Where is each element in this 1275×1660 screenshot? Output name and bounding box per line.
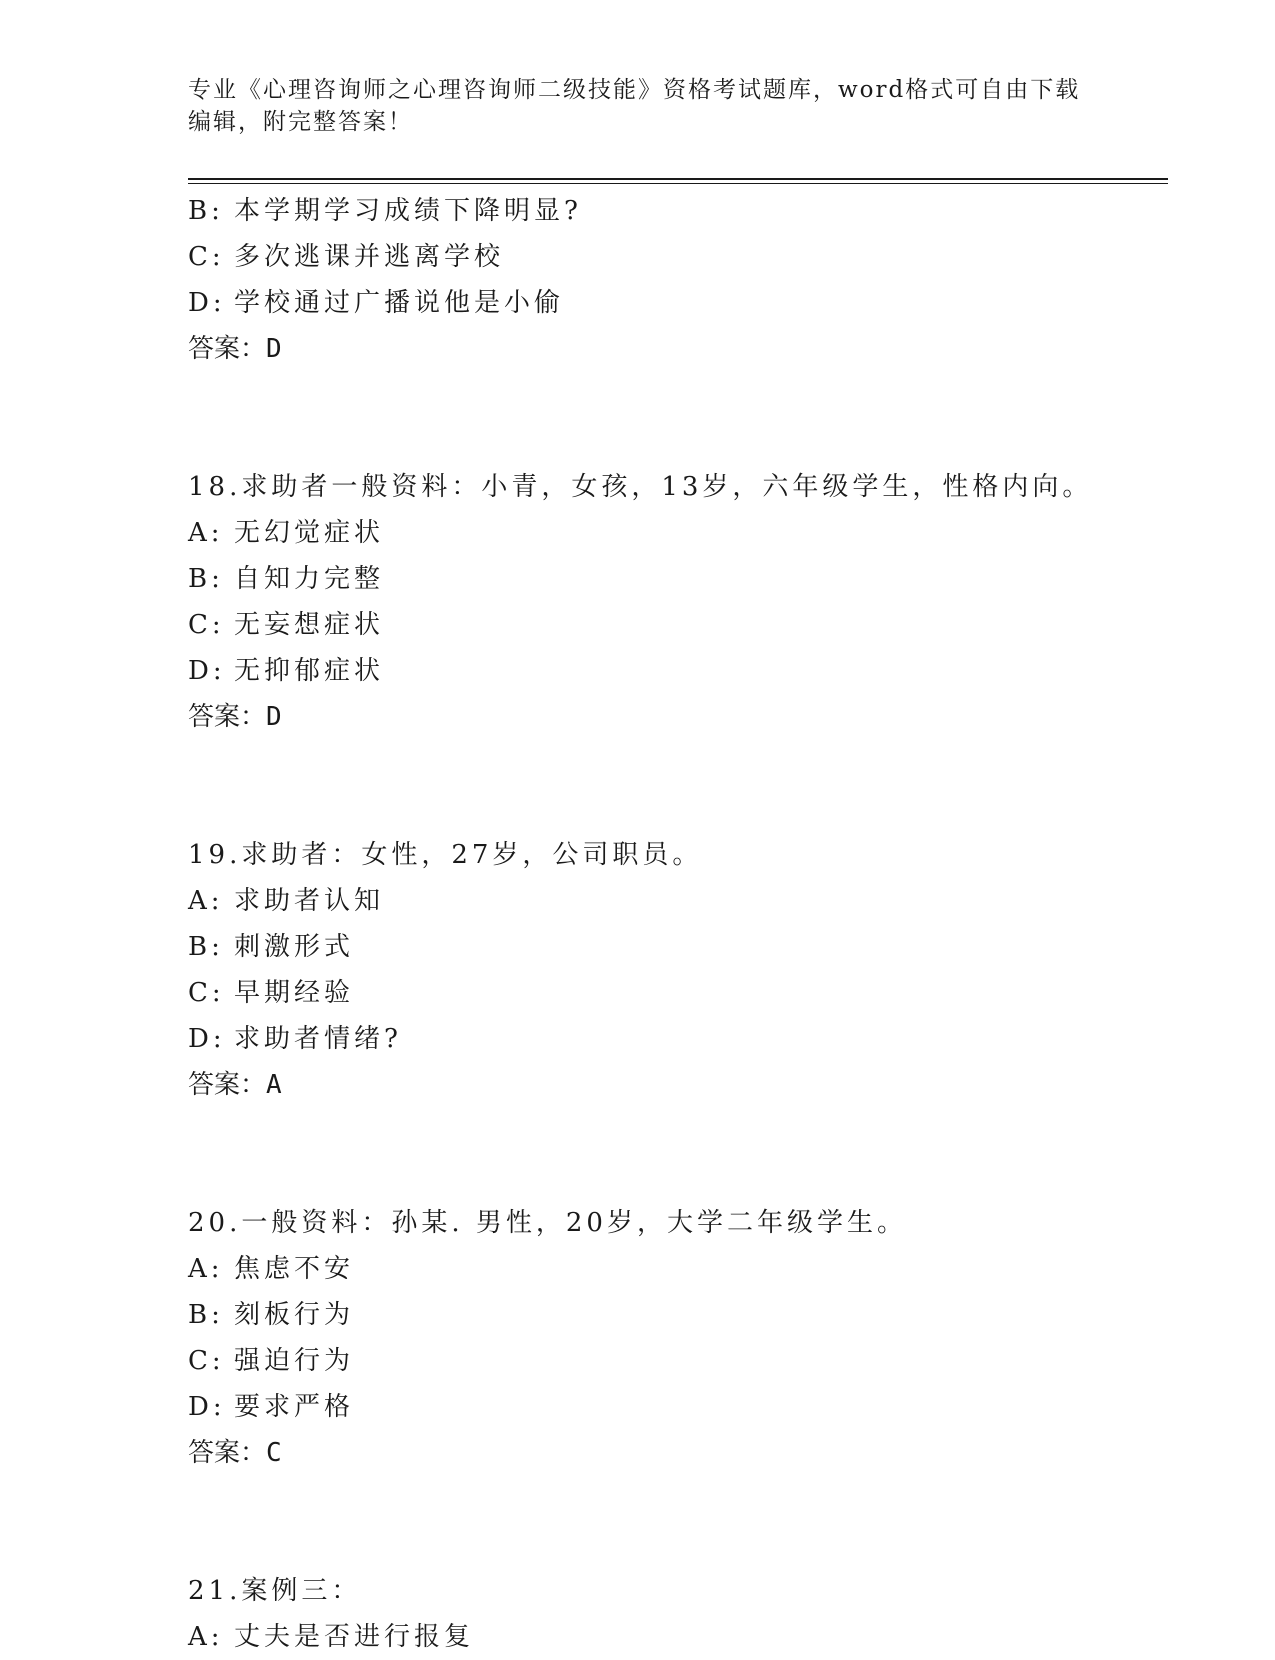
- option-text: 本学期学习成绩下降明显?: [234, 196, 582, 226]
- spacer: [188, 372, 1168, 464]
- question-20: [188, 1200, 1168, 1476]
- option-label: B:: [188, 196, 224, 226]
- option-text: 无妄想症状: [234, 610, 385, 640]
- option-a: [188, 1246, 1168, 1292]
- option-label: D:: [188, 656, 226, 686]
- option-label: C:: [188, 242, 225, 272]
- question-list: [188, 188, 1168, 1660]
- option-c: [188, 1338, 1168, 1384]
- option-d: [188, 648, 1168, 694]
- question-text: 21.案例三：: [188, 1576, 362, 1606]
- option-c: [188, 970, 1168, 1016]
- option-c: [188, 602, 1168, 648]
- question-17: [188, 188, 1168, 372]
- option-a: [188, 1614, 1168, 1660]
- option-b: [188, 556, 1168, 602]
- spacer: [188, 740, 1168, 832]
- option-b: [188, 188, 1168, 234]
- header-line-2: 编辑，附完整答案！: [188, 109, 413, 135]
- option-d: [188, 1016, 1168, 1062]
- option-text: 学校通过广播说他是小偷: [234, 288, 565, 318]
- option-label: B:: [188, 932, 224, 962]
- option-b: [188, 924, 1168, 970]
- option-text: 要求严格: [234, 1392, 355, 1422]
- option-text: 无幻觉症状: [234, 518, 385, 548]
- option-label: C:: [188, 978, 225, 1008]
- option-label: A:: [188, 1254, 224, 1284]
- option-label: C:: [188, 610, 225, 640]
- question-text: 20.一般资料：孙某. 男性，20岁，大学二年级学生。: [188, 1208, 907, 1238]
- option-text: 刺激形式: [234, 932, 355, 962]
- option-d: [188, 280, 1168, 326]
- option-label: A:: [188, 1622, 224, 1652]
- header-line-1: 专业《心理咨询师之心理咨询师二级技能》资格考试题库，word格式可自由下载: [188, 77, 1081, 103]
- option-text: 焦虑不安: [234, 1254, 355, 1284]
- option-b: [188, 1292, 1168, 1338]
- option-text: 求助者认知: [234, 886, 385, 916]
- option-a: [188, 510, 1168, 556]
- option-a: [188, 878, 1168, 924]
- header-rule-thin: [188, 183, 1168, 184]
- question-19: [188, 832, 1168, 1108]
- document-header: [188, 74, 1088, 138]
- spacer: [188, 1476, 1168, 1568]
- question-text: 18.求助者一般资料：小青，女孩，13岁，六年级学生，性格内向。: [188, 472, 1093, 502]
- answer-line: 答案：A: [188, 1070, 282, 1100]
- option-text: 刻板行为: [234, 1300, 355, 1330]
- option-label: B:: [188, 1300, 224, 1330]
- option-label: B:: [188, 564, 224, 594]
- option-label: A:: [188, 886, 224, 916]
- question-18: [188, 464, 1168, 740]
- option-label: A:: [188, 518, 224, 548]
- option-label: C:: [188, 1346, 225, 1376]
- option-d: [188, 1384, 1168, 1430]
- header-rule-thick: [188, 178, 1168, 180]
- answer-line: 答案：D: [188, 334, 282, 364]
- option-label: D:: [188, 1392, 226, 1422]
- option-c: [188, 234, 1168, 280]
- option-text: 早期经验: [234, 978, 355, 1008]
- question-text: 19.求助者：女性，27岁，公司职员。: [188, 840, 703, 870]
- answer-line: 答案：D: [188, 702, 282, 732]
- option-text: 多次逃课并逃离学校: [234, 242, 505, 272]
- option-text: 求助者情绪?: [234, 1024, 402, 1054]
- option-text: 自知力完整: [234, 564, 385, 594]
- option-label: D:: [188, 288, 226, 318]
- question-21: [188, 1568, 1168, 1660]
- spacer: [188, 1108, 1168, 1200]
- answer-line: 答案：C: [188, 1438, 282, 1468]
- option-text: 无抑郁症状: [234, 656, 385, 686]
- option-text: 丈夫是否进行报复: [234, 1622, 475, 1652]
- option-label: D:: [188, 1024, 226, 1054]
- option-text: 强迫行为: [234, 1346, 355, 1376]
